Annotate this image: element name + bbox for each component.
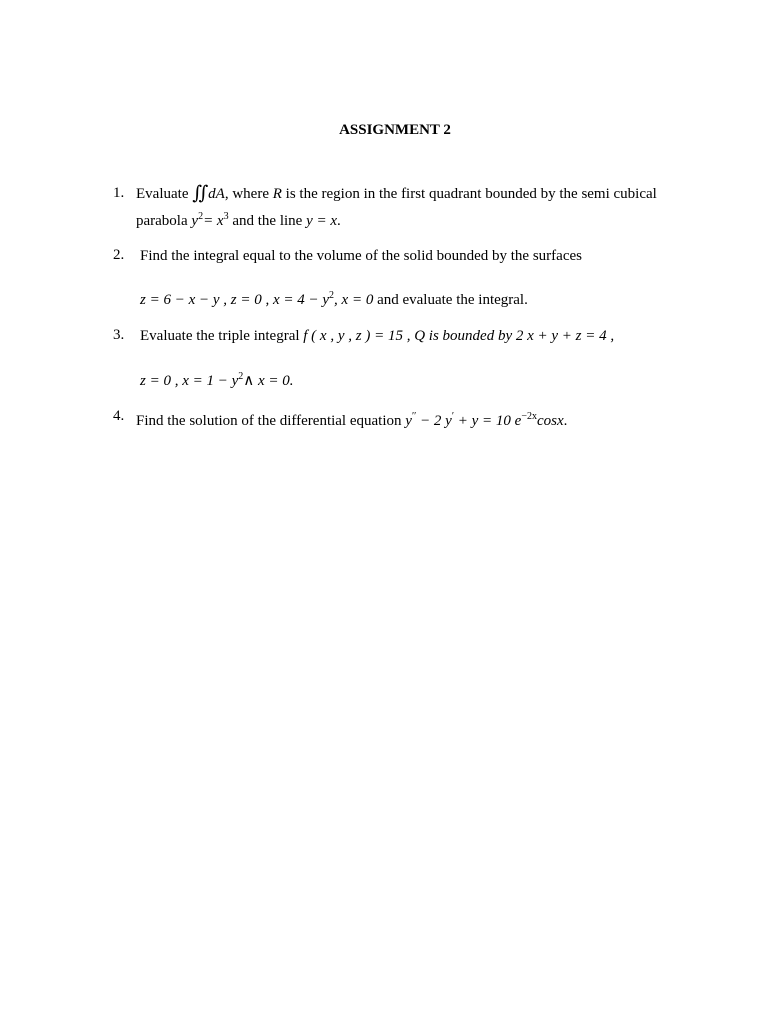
item-2-text: Find the integral equal to the volume of the solid bounded by the surfaces	[140, 248, 582, 264]
item-4-eq-b: − 2 y	[420, 413, 452, 429]
item-4-eq-a: y	[405, 413, 412, 429]
item-3-lead: Evaluate the triple integral	[140, 328, 300, 344]
item-2-eq-a: z = 6 − x − y , z = 0 , x = 4 − y	[140, 292, 330, 308]
item-3-number: 3.	[113, 327, 125, 343]
item-2-eq-a-exp: 2	[329, 290, 335, 301]
item-1-eq-line: y = x	[306, 213, 338, 229]
item-2-eq-b: , x = 0	[334, 292, 374, 308]
item-2-equation-line	[140, 287, 528, 309]
item-3-eq-c: ∧ x = 0.	[243, 373, 294, 389]
item-2-tail: and evaluate the integral.	[377, 292, 528, 308]
item-3-eq-a: f ( x , y , z ) = 15 , Q is bounded by 2 x + y + z = 4 ,	[303, 328, 615, 344]
assignment-title: ASSIGNMENT 2	[339, 122, 451, 138]
item-1-integrand: dA	[208, 186, 225, 202]
item-1-eq-lhs-exp: 2	[198, 211, 204, 222]
item-4-number: 4.	[113, 408, 125, 424]
item-1-eq-rhs: = x	[203, 213, 224, 229]
item-1-text-parabola: parabola	[136, 213, 188, 229]
item-4-eq-b-prime: ′	[451, 411, 455, 422]
item-1-text-line: and the line	[232, 213, 303, 229]
item-1-number: 1.	[113, 185, 125, 201]
item-4-eq-a-prime: ′′	[411, 411, 417, 422]
item-4-tail: .	[563, 413, 568, 429]
item-3-eq-b: z = 0 , x = 1 − y	[140, 373, 239, 389]
item-1-lead: Evaluate	[136, 186, 189, 202]
item-2-number: 2.	[113, 247, 125, 263]
double-integral-symbol: ∬	[192, 183, 205, 204]
item-3-line-1	[140, 327, 614, 345]
item-1-period: .	[337, 213, 341, 229]
item-1-text-where: , where	[224, 186, 269, 202]
item-4-lead: Find the solution of the differential equation	[136, 413, 402, 429]
item-1-line-2	[136, 208, 341, 230]
item-4-eq-c-exp: −2x	[521, 411, 537, 422]
item-3-eq-b-exp: 2	[238, 371, 244, 382]
item-1-line-1	[136, 185, 657, 203]
item-4-line	[136, 408, 567, 430]
item-4-eq-d: cosx	[536, 413, 564, 429]
item-4-eq-c: + y = 10 e	[457, 413, 522, 429]
item-1-var-r: R	[272, 186, 282, 202]
item-1-eq-lhs: y	[191, 213, 199, 229]
item-1-eq-rhs-exp: 3	[223, 211, 229, 222]
item-3-line-2	[140, 368, 294, 390]
item-1-text-region: is the region in the first quadrant bounded by the semi cubical	[285, 186, 657, 202]
